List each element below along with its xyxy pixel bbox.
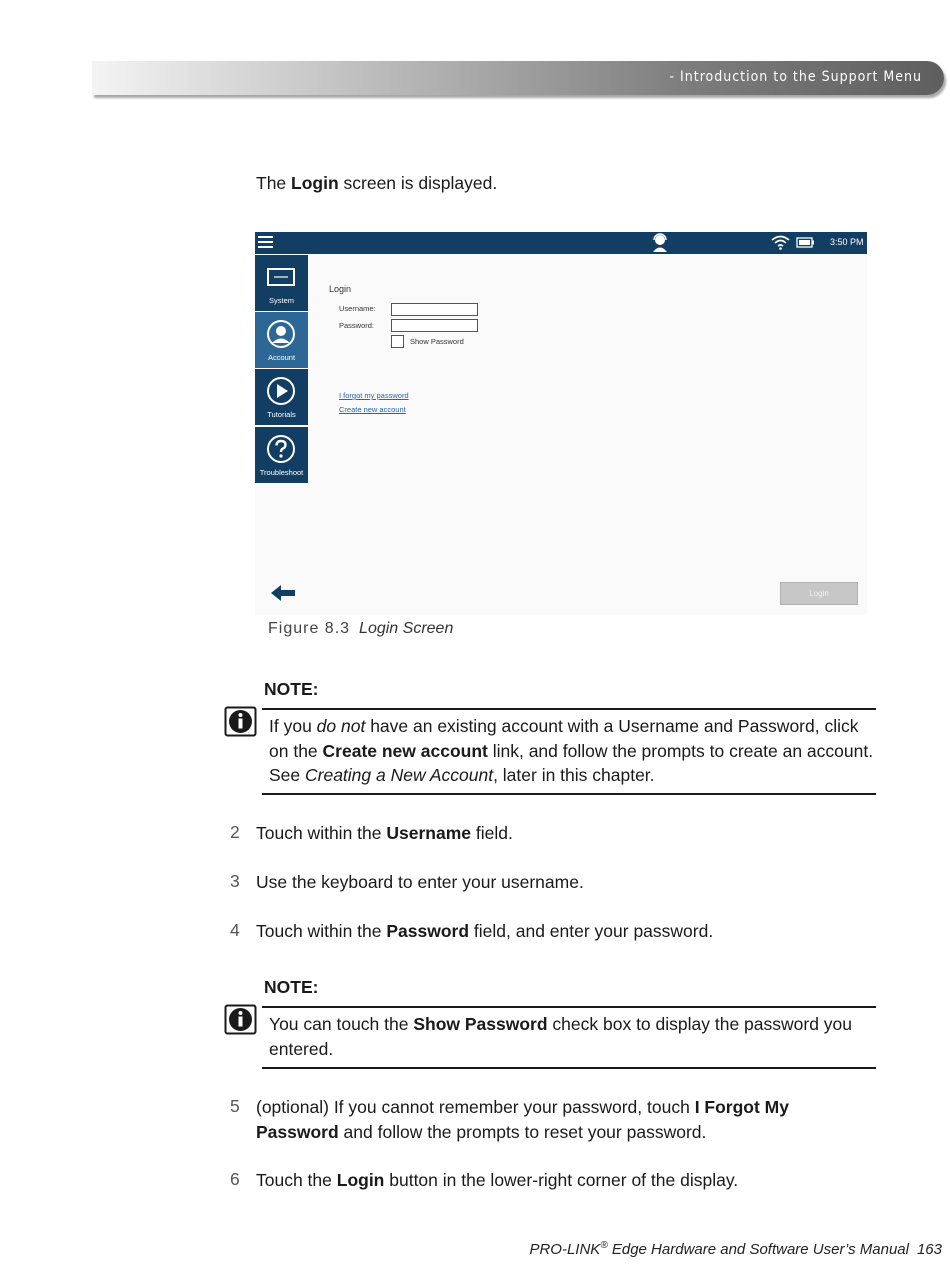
sidebar-item-troubleshoot[interactable]	[255, 427, 308, 483]
step-bold: I Forgot My Password	[256, 1097, 789, 1142]
intro-bold: Login	[291, 173, 339, 193]
note-text: You can touch the	[269, 1014, 414, 1034]
question-icon	[266, 434, 296, 464]
step-post: and follow the prompts to reset your password.	[338, 1121, 707, 1142]
back-arrow-icon[interactable]	[269, 583, 297, 603]
sidebar-item-system[interactable]	[255, 255, 308, 311]
note-label: NOTE:	[264, 977, 319, 997]
step-post: field, and enter your password.	[469, 921, 714, 941]
sidebar-label-system: System	[268, 296, 294, 305]
step-text	[256, 870, 866, 895]
note-emphasis: do not	[316, 716, 366, 736]
step-post: button in the lower-right corner of the display.	[384, 1170, 739, 1190]
show-password-label: Show Password	[410, 337, 464, 346]
step-text	[256, 821, 866, 846]
password-label: Password:	[339, 321, 375, 330]
note-body	[269, 1012, 879, 1061]
page-footer	[529, 1240, 942, 1258]
login-screen-figure	[255, 232, 867, 615]
intro-post: screen is displayed.	[338, 173, 498, 193]
note-reference: Creating a New Account	[305, 765, 494, 785]
battery-icon	[796, 237, 815, 248]
step-number: 5	[230, 1096, 240, 1116]
note-text: link, and follow the prompts to create an account. See	[269, 740, 874, 785]
figure-number: Figure 8.3	[268, 620, 351, 637]
login-button[interactable]: Login	[780, 582, 858, 605]
step-pre: Touch within the	[256, 921, 387, 941]
note-label: NOTE:	[264, 679, 319, 699]
step-number: 3	[230, 871, 240, 891]
show-password-checkbox[interactable]	[391, 335, 404, 348]
note-text: If you	[269, 716, 317, 736]
note-bold: Show Password	[413, 1014, 548, 1034]
step-number: 4	[230, 920, 240, 940]
footer-title: Edge Hardware and Software User’s Manual	[607, 1241, 909, 1258]
clock-time: 3:50 PM	[830, 237, 864, 247]
sidebar-label-troubleshoot: Troubleshoot	[259, 468, 304, 477]
step-bold: Password	[386, 921, 470, 941]
step-bold: Login	[336, 1170, 385, 1190]
intro-paragraph	[256, 171, 497, 195]
create-account-link[interactable]: Create new account	[339, 405, 406, 414]
chapter-header-banner	[92, 61, 944, 95]
step-text	[256, 919, 866, 944]
note-top-rule	[262, 1006, 876, 1008]
note-bottom-rule	[262, 793, 876, 795]
username-label: Username:	[339, 304, 376, 313]
page-number: 163	[916, 1241, 942, 1258]
note-top-rule	[262, 708, 876, 710]
screen-top-bar	[255, 232, 867, 254]
intro-pre: The	[256, 173, 292, 193]
step-pre: (optional) If you cannot remember your password, touch	[256, 1097, 695, 1117]
note-bold: Create new account	[322, 740, 488, 761]
username-field[interactable]	[391, 303, 478, 316]
step-text	[256, 1095, 836, 1144]
support-agent-icon[interactable]	[652, 233, 668, 252]
step-post: field.	[471, 823, 513, 843]
step-pre: Use the keyboard to enter your username.	[256, 872, 584, 892]
forgot-password-link[interactable]: I forgot my password	[339, 391, 409, 400]
note-text: have an existing account with a Username and Password, click on the	[269, 716, 859, 761]
footer-registered-mark: ®	[600, 1240, 608, 1251]
sidebar-label-tutorials: Tutorials	[267, 410, 296, 419]
sidebar-item-account[interactable]	[255, 312, 308, 368]
play-icon	[266, 376, 296, 406]
login-form-title: Login	[329, 284, 352, 294]
step-pre: Touch within the	[256, 823, 387, 843]
footer-brand: PRO-LINK	[529, 1241, 601, 1258]
hamburger-menu-icon[interactable]	[258, 236, 273, 249]
note-bottom-rule	[262, 1067, 876, 1069]
step-pre: Touch the	[256, 1170, 337, 1190]
info-icon	[224, 706, 257, 737]
wifi-icon	[771, 235, 790, 250]
note-text: check box to display the password you entered.	[269, 1014, 853, 1059]
step-bold: Username	[386, 823, 471, 843]
step-number: 6	[230, 1169, 240, 1189]
note-body	[269, 714, 879, 788]
system-icon	[266, 262, 296, 292]
figure-title: Login Screen	[359, 620, 454, 637]
figure-caption	[268, 620, 453, 638]
step-number: 2	[230, 822, 240, 842]
password-field[interactable]	[391, 319, 478, 332]
sidebar-label-account: Account	[267, 353, 296, 362]
step-text	[256, 1168, 866, 1193]
note-text: , later in this chapter.	[493, 765, 655, 785]
account-icon	[266, 319, 296, 349]
chapter-header-text: - Introduction to the Support Menu	[669, 69, 922, 85]
info-icon	[224, 1004, 257, 1035]
sidebar-item-tutorials[interactable]	[255, 369, 308, 425]
